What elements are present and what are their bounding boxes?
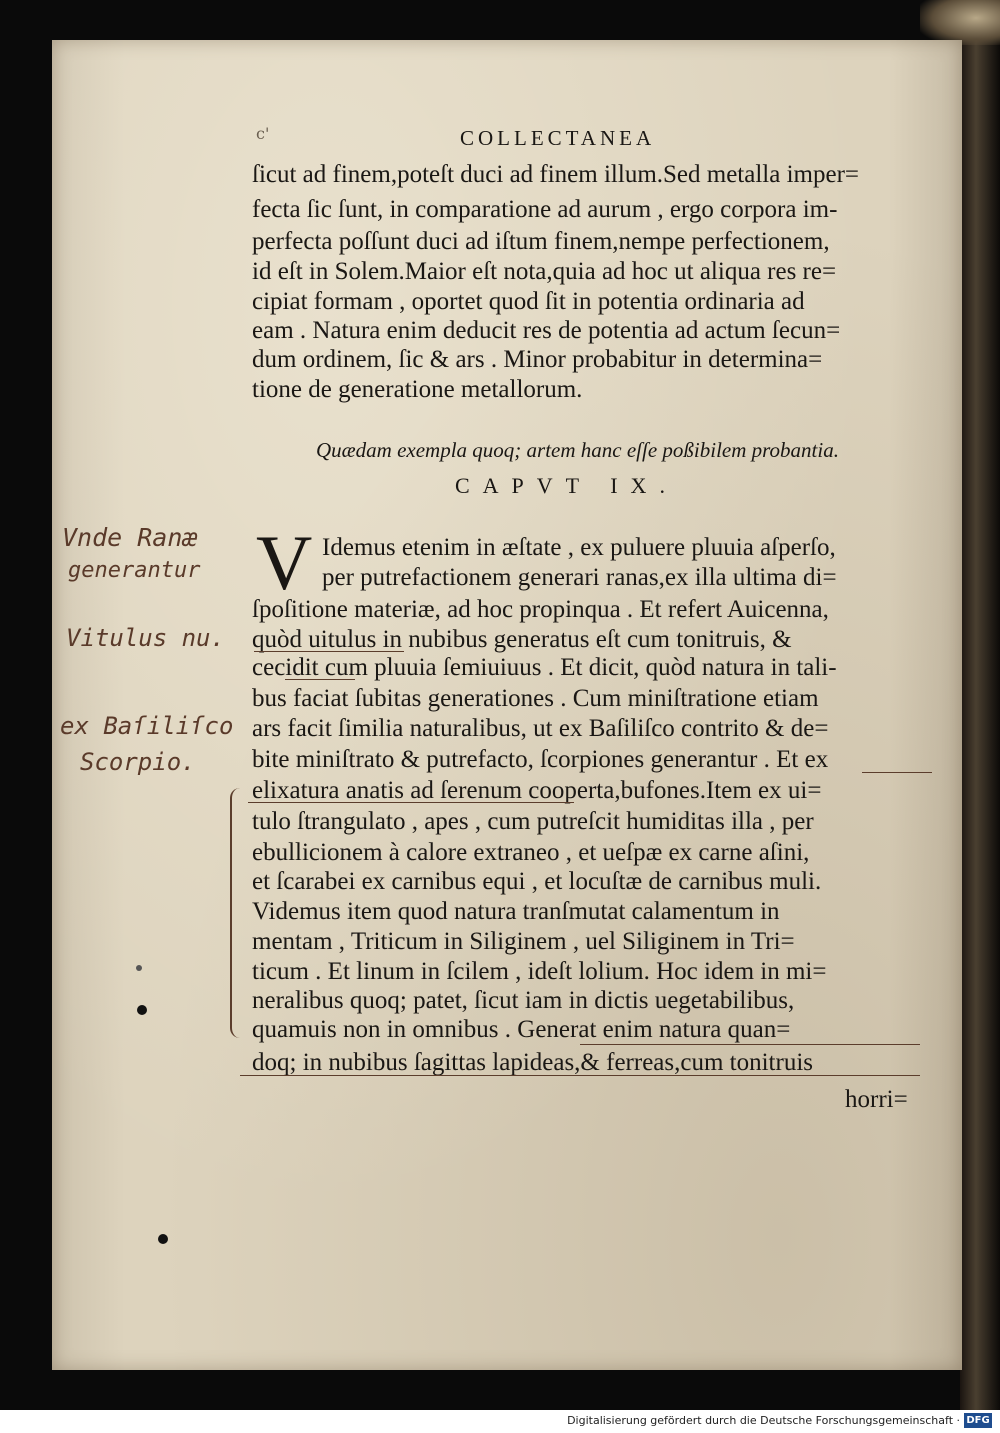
- ink-underline: [580, 1044, 920, 1045]
- text-line: ebullicionem à calore extraneo , et ueſpæ ex carne aſini,: [252, 839, 810, 866]
- text-line: ticum . Et linum in ſcilem , ideſt lolium. Hoc idem in mi=: [252, 958, 827, 985]
- ink-dot: [158, 1234, 168, 1244]
- text-line: et ſcarabei ex carnibus equi , et locuſtæ de carnibus muli.: [252, 868, 822, 895]
- text-line: Idemus etenim in æſtate , ex puluere pluuia aſperſo,: [322, 534, 836, 561]
- marginal-note: Vnde Ranæ: [62, 523, 198, 552]
- text-line: fecta ſic ſunt, in comparatione ad aurum , ergo corpora im-: [252, 196, 838, 223]
- catchword: horri=: [845, 1086, 908, 1113]
- text-line: id eſt in Solem.Maior eſt nota,quia ad hoc ut aliqua res re=: [252, 258, 837, 285]
- text-line: perfecta poſſunt duci ad iſtum finem,nempe perfectionem,: [252, 228, 830, 255]
- ink-underline: [240, 1075, 920, 1076]
- text-line: quamuis non in omnibus . Generat enim natura quan=: [252, 1016, 791, 1043]
- text-line: per putrefactionem generari ranas,ex illa ultima di=: [322, 564, 837, 591]
- text-line: quòd uitulus in nubibus generatus eſt cum tonitruis, &: [252, 626, 792, 653]
- text-line: bus faciat ſubitas generationes . Cum miniſtratione etiam: [252, 685, 819, 712]
- marginal-note: Vitulus nu.: [66, 624, 225, 652]
- marginal-note: Scorpio.: [80, 748, 196, 776]
- text-line: dum ordinem, ſic & ars . Minor probabitur in determina=: [252, 346, 823, 373]
- ink-underline: [254, 651, 404, 652]
- running-head: COLLECTANEA: [460, 126, 656, 150]
- chapter-summary: Quædam exempla quoq; artem hanc eſſe poßibilem probantia.: [316, 438, 839, 462]
- head-mark: c': [256, 124, 270, 143]
- ink-underline: [248, 802, 574, 803]
- dfg-logo-icon: DFG: [964, 1413, 992, 1428]
- text-line: Videmus item quod natura tranſmutat calamentum in: [252, 898, 780, 925]
- chapter-heading: CAPVT IX.: [455, 473, 678, 498]
- text-line: bite miniſtrato & putrefacto, ſcorpiones generantur . Et ex: [252, 746, 829, 773]
- text-line: ars facit ſimilia naturalibus, ut ex Baſiliſco contrito & de=: [252, 715, 829, 742]
- marginal-note: ex Baſiliſco: [60, 712, 234, 740]
- text-line: tulo ſtrangulato , apes , cum putreſcit humiditas illa , per: [252, 808, 814, 835]
- initial-letter: V: [256, 519, 313, 606]
- text-line: eam . Natura enim deducit res de potentia ad actum ſecun=: [252, 317, 841, 344]
- text-line: ſpoſitione materiæ, ad hoc propinqua . Et refert Auicenna,: [252, 596, 829, 623]
- footer-bar: [0, 1410, 1000, 1433]
- text-line: neralibus quoq; patet, ſicut iam in dictis uegetabilibus,: [252, 987, 795, 1014]
- marginal-note: generantur: [68, 558, 201, 583]
- text-line: mentam , Triticum in Siliginem , uel Siliginem in Tri=: [252, 928, 795, 955]
- text-line: ſicut ad finem,poteſt duci ad finem illum.Sed metalla imper=: [252, 161, 859, 188]
- ink-dot: [137, 1005, 147, 1015]
- footer-text: Digitalisierung gefördert durch die Deutsche Forschungsgemeinschaft ·: [567, 1414, 960, 1427]
- text-line: elixatura anatis ad ſerenum cooperta,bufones.Item ex ui=: [252, 777, 822, 804]
- text-line: doq; in nubibus ſagittas lapideas,& ferreas,cum tonitruis: [252, 1049, 813, 1076]
- ink-dot: [136, 965, 142, 971]
- ink-underline: [285, 679, 355, 680]
- text-line: cecidit cum pluuia ſemiuiuus . Et dicit, quòd natura in tali-: [252, 654, 837, 681]
- text-line: cipiat formam , oportet quod ſit in potentia ordinaria ad: [252, 288, 805, 315]
- text-line: tione de generatione metallorum.: [252, 376, 583, 403]
- ink-bracket: [230, 788, 246, 1038]
- ink-underline: [862, 772, 932, 773]
- book-edge: [960, 0, 1000, 1410]
- book-corner: [920, 0, 1000, 45]
